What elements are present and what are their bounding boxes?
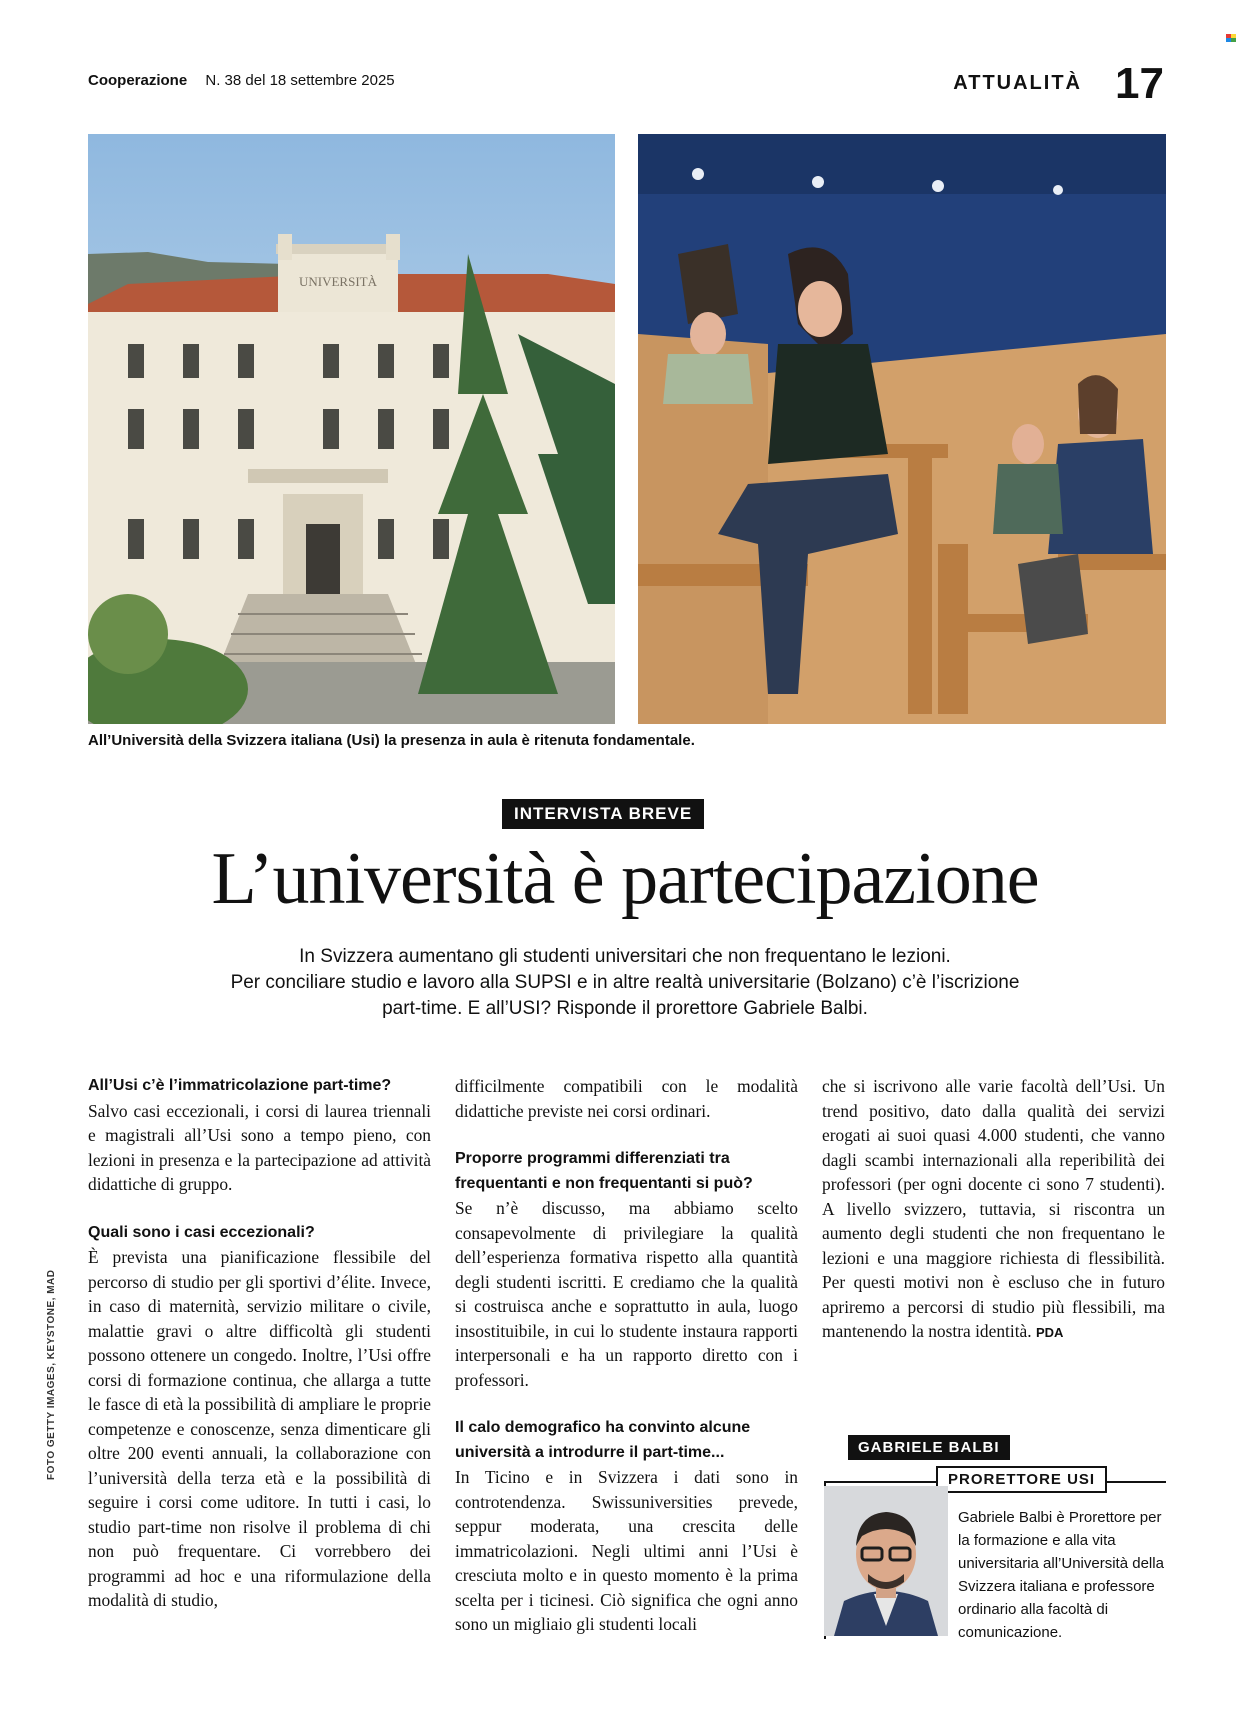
photo-credit: FOTO GETTY IMAGES, KEYSTONE, MAD bbox=[46, 1269, 57, 1480]
interview-question: Quali sono i casi eccezionali? bbox=[88, 1223, 315, 1241]
answer-text: che si iscrivono alle varie facoltà dell’Usi. Un trend positivo, dato dalla qualità dei servizi erogati ai suoi quasi 4.000 studenti, che vanno dagli scambi internazionali alla reperibilità dei professori (per ogni docente ci sono 7 studenti). A livello svizzero, tuttavia, si riscontra un aumento degli studenti che non frequentano le lezioni e una maggiore richiesta di flessibilità. Per questi motivi non è escluso che in futuro apriremo a percorsi di studio più flessibili, ma mantenendo la nostra identità. bbox=[822, 1076, 1165, 1341]
university-building-photo bbox=[88, 134, 615, 724]
article-standfirst bbox=[160, 944, 1090, 1022]
page-number: 17 bbox=[1115, 59, 1164, 108]
lecture-hall-photo bbox=[638, 134, 1166, 724]
article-column-3 bbox=[822, 1074, 1165, 1370]
portrait-photo bbox=[824, 1486, 948, 1636]
interview-answer bbox=[822, 1074, 1165, 1346]
issue-date: N. 38 del 18 settembre 2025 bbox=[205, 72, 395, 89]
standfirst-line: Per conciliare studio e lavoro alla SUPSI e in altre realtà universitarie (Bolzano) c’è l’iscrizione bbox=[230, 972, 1020, 993]
interview-answer: È prevista una pianificazione flessibile del percorso di studio per gli sportivi d’élite. Invece, in caso di maternità, servizio militare o civile, malattie gravi o altre difficoltà gli studenti possono ottenere un congedo. Inoltre, l’Usi offre corsi di formazione continua, che allarga a tutte le fasce di età la possibilità di ampliare le proprie competenze e conoscenze, senza dimenticare gli oltre 200 eventi annuali, la collaborazione con l’università della terza età e la possibilità di seguire i corsi come uditore. In tutti i casi, lo studio part-time non risolve il problema di chi non può frequentare. Ci vorrebbero dei programmi ad hoc e una riformulazione della modalità di studio, bbox=[88, 1247, 431, 1610]
interview-answer: Salvo casi eccezionali, i corsi di laurea triennali e magistrali all’Usi sono a tempo pieno, con lezioni in presenza e la partecipazione ad attività didattiche di gruppo. bbox=[88, 1100, 431, 1194]
photo-caption: All’Università della Svizzera italiana (Usi) la presenza in aula è ritenuta fondamentale. bbox=[88, 732, 695, 749]
section-label: ATTUALITÀ bbox=[953, 72, 1082, 94]
interview-answer: difficilmente compatibili con le modalità didattiche previste nei corsi ordinari. bbox=[455, 1076, 798, 1121]
building-sign: UNIVERSITÀ bbox=[299, 274, 377, 289]
article-kicker: INTERVISTA BREVE bbox=[502, 799, 704, 829]
article-column-2 bbox=[455, 1074, 798, 1661]
interview-answer: In Ticino e in Svizzera i dati sono in controtendenza. Swissuniversities prevede, seppur moderata, una crescita delle immatricolazioni. Negli ultimi anni l’Usi è cresciuta molto e in questo momento è la prima scelta per i ticinesi. Ciò significa che ogni anno sono un migliaio gli studenti locali bbox=[455, 1467, 798, 1634]
interview-answer: Se n’è discusso, ma abbiamo scelto consapevolmente di privilegiare la qualità dell’esperienza formativa rispetto alla quantità degli studenti iscritti. E crediamo che la qualità si costruisca anche e soprattutto in aula, luogo insostituibile, in cui lo studente instaura rapporti interpersonali e ha un rapporto diretto con i professori. bbox=[455, 1198, 798, 1390]
interview-question: All’Usi c’è l’immatricolazione part-time? bbox=[88, 1077, 392, 1094]
masthead bbox=[88, 72, 395, 89]
standfirst-line: In Svizzera aumentano gli studenti universitari che non frequentano le lezioni. bbox=[299, 946, 951, 967]
color-registration-icon bbox=[1226, 34, 1236, 42]
author-signature: PDA bbox=[1035, 1325, 1064, 1340]
article-headline: L’università è partecipazione bbox=[211, 838, 1039, 920]
publication-name: Cooperazione bbox=[88, 72, 188, 89]
bio-role: PRORETTORE USI bbox=[936, 1466, 1107, 1493]
interview-question: Proporre programmi differenziati tra frequentanti e non frequentanti si può? bbox=[455, 1150, 753, 1192]
bio-name: GABRIELE BALBI bbox=[848, 1435, 1010, 1460]
standfirst-line: part-time. E all’USI? Risponde il prorettore Gabriele Balbi. bbox=[382, 998, 868, 1019]
article-column-1 bbox=[88, 1074, 431, 1637]
interview-question: Il calo demografico ha convinto alcune università a introdurre il part-time... bbox=[455, 1419, 751, 1461]
bio-text: Gabriele Balbi è Prorettore per la formazione e alla vita universitaria all’Università della Svizzera italiana e professore ordinario alla facoltà di comunicazione. bbox=[958, 1509, 1164, 1641]
